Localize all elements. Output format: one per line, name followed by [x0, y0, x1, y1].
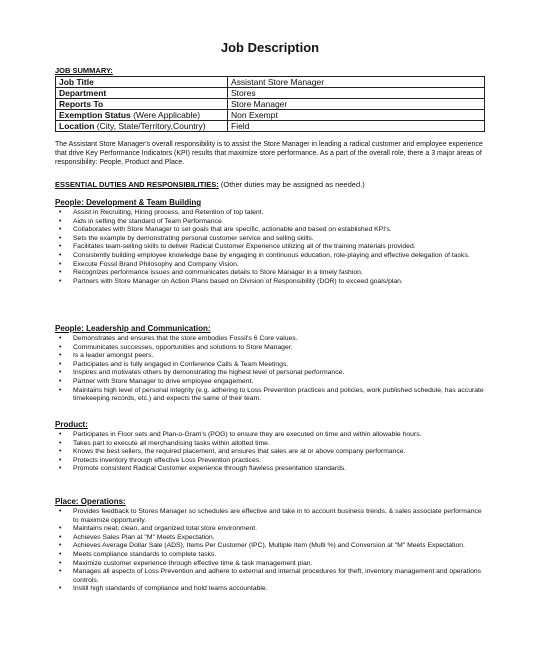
list-item: • Protects inventory through effective Loss Prevention practices. [55, 457, 487, 466]
list-item: • Sets the example by demonstrating personal customer service and selling skills. [55, 235, 487, 244]
list-item: • Recognizes performance issues and communicates details to Store Manager in a timely fashion. [55, 269, 487, 278]
summary-row [56, 77, 485, 88]
list-item: • Execute Fossil Brand Philosophy and Company Vision. [55, 261, 487, 270]
list-item: • Demonstrates and ensures that the store embodies Fossil's 6 Core values. [55, 335, 487, 344]
summary-value: Stores [228, 88, 485, 99]
bullet-list [55, 209, 487, 286]
list-item: • Collaborates with Store Manager to set goals that are specific, actionable and based on established KPI's. [55, 226, 487, 235]
list-item: • Maximize customer experience through effective time & task management plan. [55, 560, 487, 569]
essential-duties-header [55, 180, 487, 189]
list-item: • Partners with Store Manager on Action Plans based on Division of Responsibility (DOR) to exceed goals/plan. [55, 278, 487, 287]
summary-key-note: (Were Applicable) [130, 110, 201, 120]
list-item: • Achieves Average Dollar Sale (ADS), Items Per Customer (IPC), Multiple Item (Multi %) and Conversion at "M" Meets Expectation. [55, 542, 487, 551]
list-item: • Takes part to execute all merchandising tasks within allotted time. [55, 440, 487, 449]
section-heading: Product: [55, 420, 88, 429]
list-item: • Maintains neat, clean, and organized total store environment. [55, 525, 487, 534]
list-item: • Participates and is fully engaged in Conference Calls & Team Meetings. [55, 361, 487, 370]
list-item: • Is a leader amongst peers. [55, 352, 487, 361]
page-title: Job Description [220, 40, 320, 55]
summary-value: Non Exempt [228, 110, 485, 121]
summary-key-label: Location [59, 121, 95, 131]
list-item: • Communicates successes, opportunities and solutions to Store Manager. [55, 344, 487, 353]
list-item: • Provides feedback to Stores Manager so schedules are effective and take in to account business trends, & sales associate performance to maximize opportunity. [55, 508, 487, 525]
summary-key [56, 99, 228, 110]
summary-key-note: (City, State/Territory,Country) [94, 121, 206, 131]
section-people-development [55, 198, 487, 286]
summary-value: Field [228, 121, 485, 132]
job-summary-intro: The Assistant Store Manager's overall responsibility is to assist the Store Manager in leading a radical customer and employee experience that drive Key Performance Indicators (KPI) results that maximize store performance. As a part of the overall role, there a 3 major areas of responsibility: People, Product and Place. [55, 141, 483, 166]
bullet-list [55, 508, 487, 594]
summary-key [56, 88, 228, 99]
list-item: • Facilitates team-selling skills to deliver Radical Customer Experience utilizing all of the training materials provided. [55, 243, 487, 252]
summary-key-label: Job Title [59, 77, 94, 87]
list-item: • Achieves Sales Plan at "M" Meets Expectation. [55, 534, 487, 543]
essential-duties-note: (Other duties may be assigned as needed.) [218, 180, 365, 189]
summary-row [56, 99, 485, 110]
list-item: • Inspires and motivates others by demonstrating the highest level of personal performance. [55, 369, 487, 378]
summary-row [56, 121, 485, 132]
list-item: • Participates in Floor sets and Plan-o-Gram's (POG) to ensure they are executed on time and within allowable hours. [55, 431, 487, 440]
section-heading: People: Leadership and Communication: [55, 324, 211, 333]
job-summary-table [55, 76, 485, 132]
list-item: • Promote consistent Radical Customer experience through flawless presentation standards. [55, 465, 487, 474]
list-item: • Manages all aspects of Loss Prevention and adhere to external and internal procedures for theft, inventory management and operations controls. [55, 568, 487, 585]
section-people-leadership [55, 324, 487, 404]
list-item: • Partner with Store Manager to drive employee engagement. [55, 378, 487, 387]
bullet-list [55, 335, 487, 404]
section-heading: People: Development & Team Building [55, 198, 202, 207]
essential-duties-heading: ESSENTIAL DUTIES AND RESPONSIBILITIES: [55, 180, 219, 189]
list-item: • Maintains high level of personal integrity (e.g. adhering to Loss Prevention practices and policies, work published schedule, has accurate timekeeping records, etc.) and expects the same of their team. [55, 387, 487, 404]
job-summary-label: JOB SUMMARY: [55, 66, 113, 75]
list-item: • Assist in Recruiting, Hiring process, and Retention of top talent. [55, 209, 487, 218]
summary-key [56, 110, 228, 121]
section-heading: Place: Operations: [55, 497, 126, 506]
list-item: • Consistently building employee knowledge base by engaging in continuous education, role-playing and effective delegation of tasks. [55, 252, 487, 261]
summary-row [56, 88, 485, 99]
summary-key [56, 77, 228, 88]
summary-key [56, 121, 228, 132]
list-item: • Knows the best sellers, the required placement, and ensures that sales are at or above company performance. [55, 448, 487, 457]
bullet-list [55, 431, 487, 474]
list-item: • Meets compliance standards to complete tasks. [55, 551, 487, 560]
list-item: • Aids in setting the standard of Team Performance. [55, 218, 487, 227]
section-place-operations [55, 497, 487, 594]
list-item: • Instill high standards of compliance and hold teams accountable. [55, 585, 487, 594]
summary-key-label: Exemption Status [59, 110, 131, 120]
summary-value: Assistant Store Manager [228, 77, 485, 88]
summary-value: Store Manager [228, 99, 485, 110]
summary-row [56, 110, 485, 121]
summary-key-label: Reports To [59, 99, 104, 109]
section-product [55, 420, 487, 474]
summary-key-label: Department [59, 88, 107, 98]
